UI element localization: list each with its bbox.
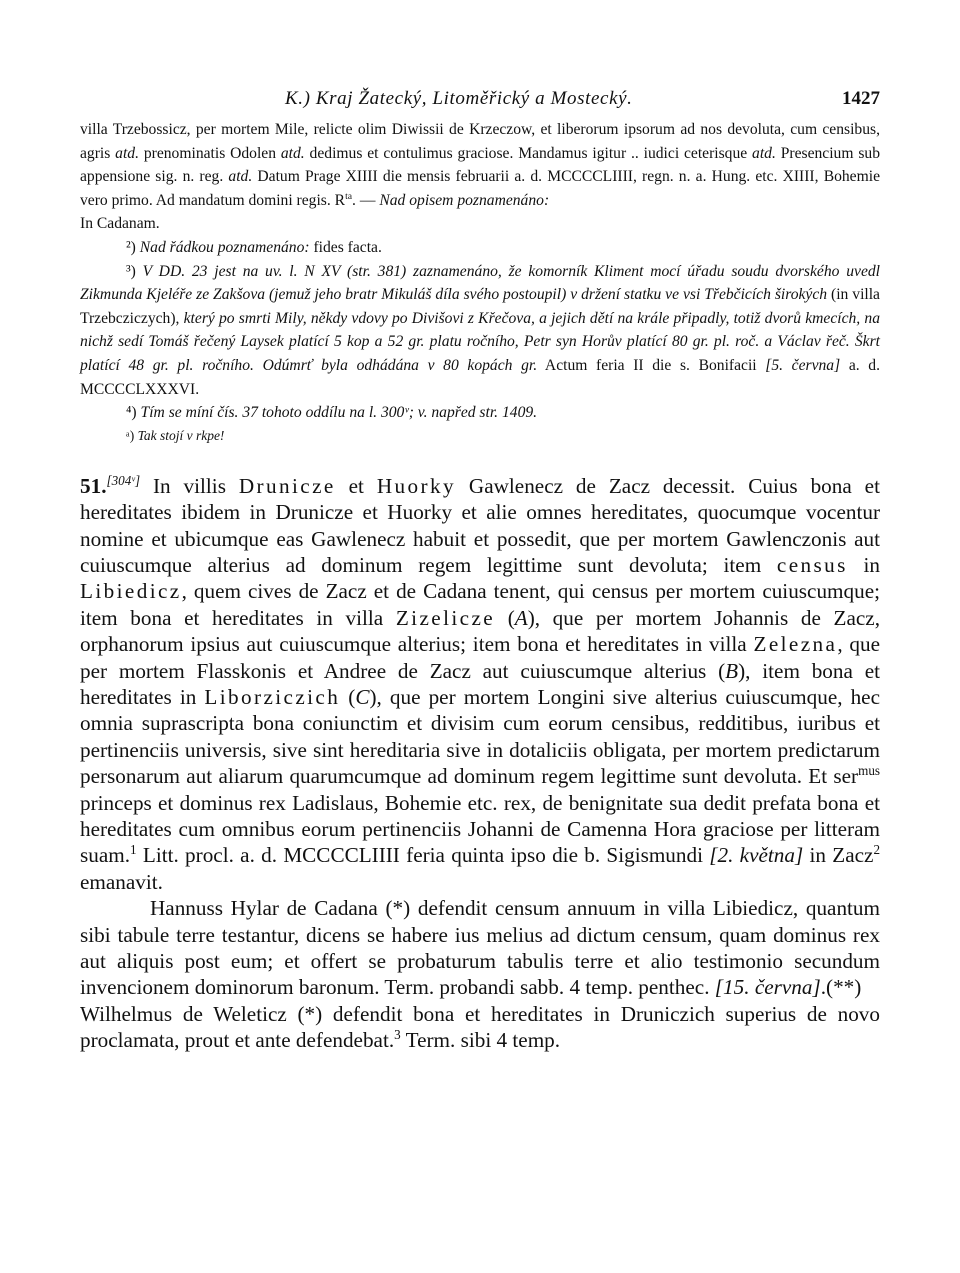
text-run: .(**) (820, 975, 862, 1000)
text-run: Gawlenecz de Zacz decessit. Cuius bona et hereditates ibidem in Drunicze et Huorky et alie omnes hereditates, quocumque vocentur nomine et ubicumque eas Gawlenecz habuit et possedit, que per mortem Gawlenczonis aut cuiuscumque alterius ad dominum regem legittime sunt devoluta; item (80, 473, 880, 577)
footnote-italic: V DD. 23 jest na uv. l. N XV (str. 381) zaznamenáno, že komorník Kliment mocí úřadu soudu dvorského uvedl Zikmunda Kjeléře ze Zakšova (jemuž jeho bratr Mikuláš díla svého postoupil) v držení statku ve vsi Třebčicích širokých (80, 262, 880, 304)
text-line: prenominatis Odolen (139, 144, 281, 162)
footnote-text: (in villa Trzebcziczych), (80, 286, 880, 327)
text-run: [15. června] (714, 975, 821, 1000)
entry-paragraph-1 (80, 473, 880, 896)
footnote-2 (80, 236, 880, 260)
superscript: 3 (394, 1027, 401, 1043)
text-run: Wilhelmus de Weleticz (*) defendit bona et hereditates in Druniczich superius de novo proclamata, prout et ante defendebat. (80, 1001, 880, 1053)
text-run: Litt. procl. a. d. MCCCCLIIII feria quinta ipso die b. Sigismundi (136, 843, 710, 868)
text-run: Hannuss Hylar de Cadana (*) defendit censum annuum in villa Libiedicz, quantum sibi tabule terre testantur, dicens se habere ius melius ad dictum censum, quam dominus rex aut aliquis post eum; et offert se probaturum tabulis terre et alio testimonio secundum invencionem dominorum baronum. Term. probandi sabb. 4 temp. penthec. (80, 896, 880, 1000)
entry-paragraph-2 (80, 895, 880, 1001)
continuation-text (80, 118, 880, 236)
text-run: , quem cives de Zacz et de Cadana tenent, qui census per mortem cuiuscumque; item bona et hereditates in villa (80, 579, 880, 630)
page-header (80, 84, 880, 118)
page (80, 84, 880, 1054)
superscript: mus (858, 763, 880, 779)
spaced-place-name: Huorky (376, 473, 456, 498)
footnote-italic: který po smrti Mily, někdy vdovy po Divišovi z Křečova, a jejich dětí na krále připadly, totiž dvorů kmecích, na nichž sedí Tomáš řečený Laysek platící 5 kop a 52 gr. platu ročního, Petr syn Horův platící 80 gr. pl. roč. a Václav řeč. Škrt platící 48 gr. pl. ročního. Odúmrť byla odhádána v 80 kopách gr. (80, 309, 880, 374)
text-run: ), que per mortem Johannis de Zacz, orphanorum ipsius aut cuiuscumque alterius; item bona et hereditates in villa (80, 605, 880, 657)
spaced-place-name: Libiedicz (80, 579, 182, 604)
text-line: dedimus et contulimus (304, 144, 453, 162)
page-number: 1427 (842, 88, 880, 109)
footnote-a (80, 425, 880, 447)
text-run: Term. sibi 4 temp. (400, 1028, 561, 1053)
entry-number: 51. (80, 473, 107, 498)
footnote-3 (80, 260, 880, 402)
text-run: A (514, 605, 528, 630)
footnote-mark: ᵃ) (126, 427, 135, 443)
footnote-mark: ³) (126, 262, 136, 280)
text-italic: Nad opisem poznamenáno: (379, 191, 550, 209)
text-line: villa Trzebossicz, per mortem Mile, relicte olim Diwissii de Krzeczow, et liberorum ipsorum (80, 121, 675, 138)
text-run: C (355, 684, 370, 709)
text-line: In Cadanam. (80, 215, 160, 233)
footnote-4 (80, 401, 880, 425)
footnote-text: Actum feria II die s. Bonifacii (537, 356, 766, 374)
superscript: 2 (873, 842, 880, 858)
text-run: et (335, 473, 377, 498)
spaced-place-name: Drunicze (238, 473, 336, 498)
superscript: 1 (130, 842, 137, 858)
text-line: Presencium sub appensione sig. n. reg. (80, 144, 880, 186)
text-run: [2. května] (709, 843, 804, 868)
text-italic: atd. (752, 144, 776, 162)
spaced-place-name: Zelezna (753, 632, 838, 657)
text-italic: atd. (280, 144, 305, 162)
footnote-text: a. d. MCCCCLXXXVI. (80, 356, 881, 398)
text-run: in Zacz (803, 843, 874, 868)
text-run: ), item bona et hereditates in (80, 658, 880, 709)
text-line: Datum Prage XIIII die mensis februarii a. d. MCCCCLIIII, regn. n. a. Hung. etc. XIIII, (257, 168, 819, 186)
text-run: , que per mortem Flasskonis et Andree de Zacz aut cuiuscumque alterius ( (80, 632, 880, 683)
footnote-italic: Nad řádkou poznamenáno: (139, 238, 310, 256)
text-line: ad nos devoluta, cum censibus, agris (80, 121, 880, 162)
text-run: ), que per mortem Longini sive alterius cuiuscumque, hec omnia suprascripta bona coniunctim et divisim cum eorum censibus, redditibus, iuribus et pertinenciis universis, sive sint hereditaria sive in dotaliciis obligata, per mortem predictarum personarum aut aliarum quarumcumque ad dominum regem legittime sunt devoluta. Et ser (80, 684, 880, 789)
text-run: In villis (140, 473, 239, 498)
superscript: ta (345, 190, 353, 202)
text-italic: atd. (228, 168, 253, 186)
text-run: ( (495, 605, 515, 630)
footnote-italic: Tak stojí v rkpe! (137, 427, 225, 443)
folio-reference: [304ᵛ] (106, 472, 141, 488)
footnote-italic: [5. června] (765, 356, 841, 374)
spaced-place-name: Liborziczich (204, 684, 341, 709)
entry-text (80, 474, 880, 894)
footnote-mark: ⁴) (126, 404, 137, 422)
text-italic: atd. (115, 144, 139, 162)
text-run: emanavit. (80, 869, 163, 894)
text-run: ( (340, 684, 356, 709)
spaced-place-name: census (776, 552, 848, 577)
footnotes (80, 236, 880, 447)
footnote-italic: Tím se míní čís. 37 tohoto oddílu na l. 300ᵛ; v. napřed str. 1409. (140, 404, 538, 422)
spaced-place-name: Zizelicze (395, 605, 496, 630)
entry-paragraph-3 (80, 1001, 880, 1054)
text-run: B (725, 658, 739, 683)
text-line: Bohemie vero primo. Ad mandatum domini regis. R (80, 168, 880, 209)
footnote-text: fides facta. (309, 238, 382, 256)
text-line: . — (352, 191, 380, 209)
footnote-mark: ²) (126, 238, 136, 256)
text-run: in (847, 552, 880, 577)
text-run: princeps et dominus rex Ladislaus, Bohemie etc. rex, de benignitate sua dedit prefata bona et hereditates cum omnibus eorum pertinenciis Johanni de Camenna Hora graciose per litteram suam. (80, 790, 880, 868)
running-head: K.) Kraj Žatecký, Litoměřický a Mostecký. (285, 88, 633, 109)
text-line: graciose. Mandamus igitur .. iudici ceterisque (457, 144, 753, 162)
